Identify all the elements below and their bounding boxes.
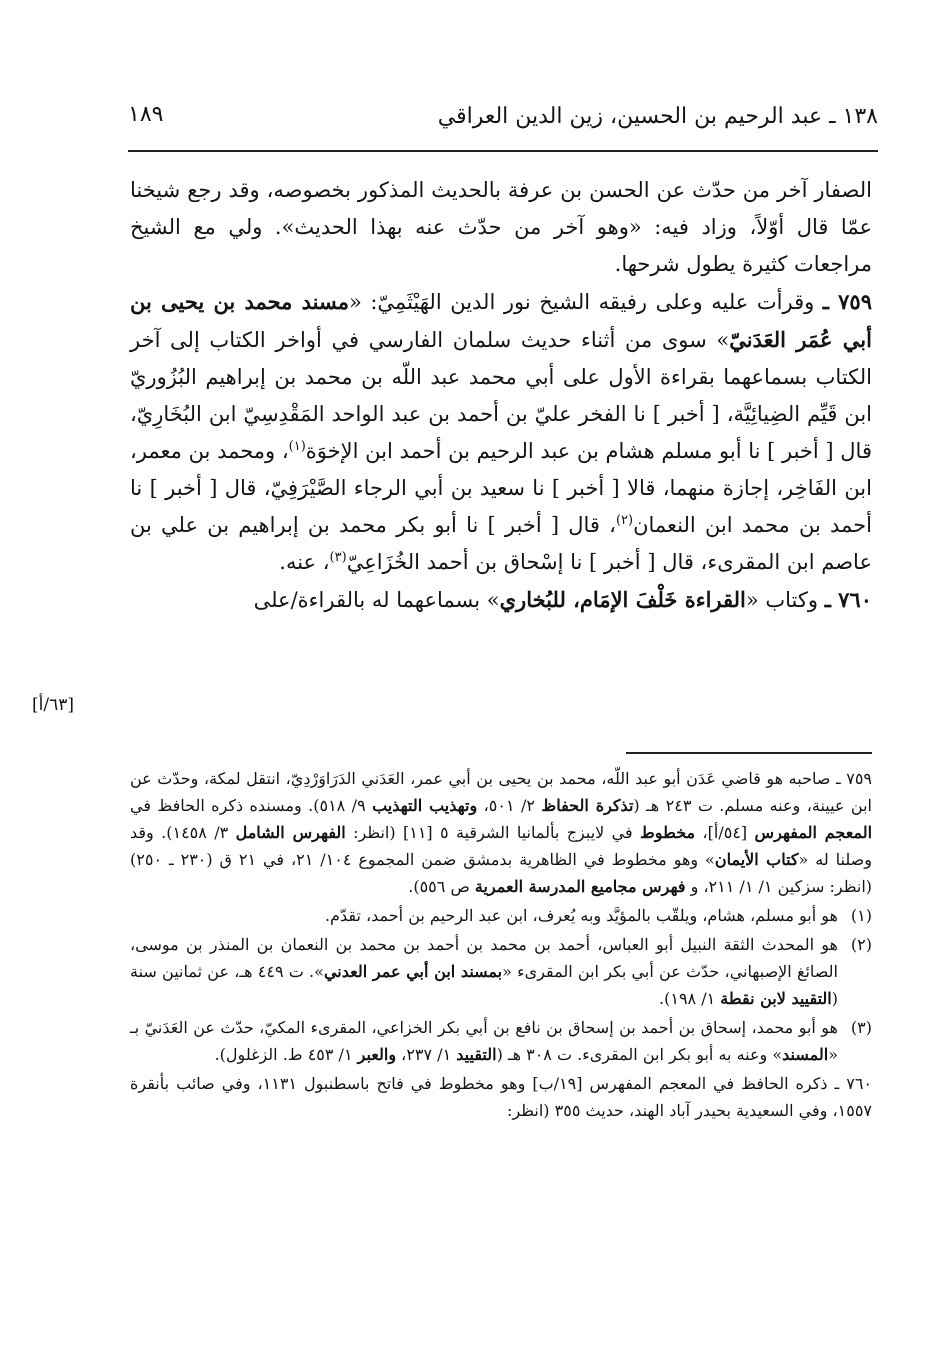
footnote-text: هو أبو محمد، إسحاق بن أحمد بن إسحاق بن نافع بن أبي بكر الخزاعي، المقرىء المكيّ، حدّث عن العَدَنيّ بـ «: [130, 1018, 838, 1064]
entry-text: ، عنه.: [279, 550, 330, 574]
entry-text: » سوى من أثناء حديث سلمان الفارسي في أواخر الكتاب إلى آخر الكتاب بسماعهما بقراءة الأول على أبي محمد عبد اللّه بن محمد بن إبراهيم البُزُوريّ ابن قَيِّم الضِيائِيَّة، [ أخبر ] نا الفخر عليّ بن أحمد بن عبد الواحد المَقْدِسِيّ ابن البُخَارِيّ، قال [ أخبر ] نا أبو مسلم هشام بن عبد الرحيم بن أحمد ابن الإخوَة: [130, 328, 872, 463]
footnote-text: ٣/ ١٤٥٨). وقد وصلنا له «: [130, 823, 872, 869]
footnote-1: [130, 902, 872, 929]
manuscript-folio-marker: [٦٣/أ]: [32, 695, 74, 715]
main-text: [130, 172, 872, 619]
entry-text: وكتاب «: [745, 588, 825, 612]
paragraph-intro: الصفار آخر من حدّث عن الحسن بن عرفة بالحديث المذكور بخصوصه، وقد رجع شيخنا عمّا قال أوّلاً، وزاد فيه: «وهو آخر من حدّث عنه بهذا الحديث». ولي مع الشيخ مراجعات كثيرة يطول شرحها.: [130, 178, 872, 276]
footnote-text: » وهو مخطوط في الظاهرية بدمشق ضمن المجموع ١٠٤/ ٢١، في ٢١ ق (٢٣٠ ـ ٢٥٠) (انظر: سزكين ١/ ١/ ٢١١، و: [130, 850, 872, 896]
footnote-text: ص ٥٥٦).: [408, 877, 475, 896]
footnote-text: ». ت ٤٤٩ هـ، عن ثمانين سنة (: [130, 962, 838, 1008]
footnote-2: [130, 931, 872, 1012]
reference-title: المسند: [782, 1045, 829, 1064]
reference-title: الفهرس الشامل: [235, 823, 346, 842]
entry-number: ٧٦٠ ـ: [824, 587, 872, 612]
footnote-text: ٢/ ٥٠١،: [477, 796, 542, 815]
entry-text: ، ومحمد بن معمر، ابن الفَاخِر، إجازة منهما، قالا [ أخبر ] نا سعيد بن أبي الرجاء الصَّيْرَفِيّ، قال [ أخبر ] نا أحمد بن محمد ابن النعمان: [130, 439, 872, 537]
footnote-ref-3: (٣): [329, 550, 347, 565]
entry-759: [130, 283, 872, 581]
reference-title: كتاب الأيمان: [714, 850, 799, 869]
footnote-text: هو المحدث الثقة النبيل أبو العباس، أحمد بن محمد بن أحمد بن محمد بن النعمان بن المنذر بن موسى، الصائغ الإصبهاني، حدّث عن أبي بكر ابن المقرىء «: [130, 935, 838, 981]
footnotes: [130, 765, 872, 1126]
footnote-text: ٧٥٩ ـ صاحبه هو قاضي عَدَن أبو عبد اللّه، محمد بن يحيى بن أبي عمر، العَدَني الدَرَاوَرْدِيّ، انتقل لمكة، وحدّث عن ابن عيينة، وعنه مسلم. ت ٢٤٣ هـ (: [130, 769, 872, 815]
footnote-text: في لايبزج بألمانيا الشرقية ٥ [١١] (انظر:: [345, 823, 640, 842]
reference-title: التقييد: [456, 1045, 497, 1064]
reference-title: المعجم المفهرس: [754, 823, 873, 842]
reference-title: تذكرة الحفاظ: [541, 796, 634, 815]
reference-title: بمسند ابن أبي عمر العدني: [323, 962, 503, 981]
footnote-ref-2: (٢): [615, 513, 634, 528]
footnote-number: (٢): [850, 935, 872, 954]
reference-title: فهرس مجاميع المدرسة العمرية: [474, 877, 686, 896]
reference-title: التقييد لابن نقطة: [720, 989, 832, 1008]
page-number: ١٨٩: [128, 102, 164, 127]
footnote-759: [130, 765, 872, 900]
footnote-text: ١/ ١٩٨).: [659, 989, 721, 1008]
footnote-text: [٥٤/أ]،: [695, 823, 755, 842]
footnote-text: ٩/ ٥١٨). ومسنده ذكره الحافظ في: [130, 796, 373, 815]
footnote-separator: [626, 752, 872, 754]
book-title: مسند محمد بن يحيى بن أبي عُمَر العَدَنيّ: [130, 289, 872, 352]
footnote-ref-1: (١): [288, 439, 306, 454]
footnote-text: ١/ ٢٣٧،: [396, 1045, 457, 1064]
entry-number: ٧٥٩ ـ: [822, 289, 872, 314]
reference-title: مخطوط: [640, 823, 696, 842]
header-rule: [128, 150, 878, 152]
footnote-text: هو أبو مسلم، هشام، ويلقّب بالمؤيَّد وبه يُعرف، ابن عبد الرحيم بن أحمد، تقدّم.: [324, 906, 838, 925]
book-title: القراءة خَلْفَ الإمَام، للبُخاري: [499, 587, 746, 612]
chapter-title: ١٣٨ ـ عبد الرحيم بن الحسين، زين الدين العراقي: [437, 104, 878, 129]
reference-title: والعبر: [357, 1045, 397, 1064]
footnote-number: (٣): [850, 1018, 872, 1037]
footnote-text: ١/ ٤٥٣ ط. الزغلول).: [214, 1045, 358, 1064]
entry-text: وقرأت عليه وعلى رفيقه الشيخ نور الدين الهَيْثَمِيّ: «: [348, 290, 823, 314]
running-header: [128, 100, 878, 150]
footnote-text: » وعنه به أبو بكر ابن المقرىء. ت ٣٠٨ هـ (: [496, 1045, 783, 1064]
entry-760: [130, 581, 872, 619]
footnote-3: [130, 1014, 872, 1068]
footnote-text: ٧٦٠ ـ ذكره الحافظ في المعجم المفهرس [١٩/ب] وهو مخطوط في فاتح باسطنبول ١١٣١، وفي صائب بأنقرة ١٥٥٧، وفي السعيدية بحيدر آباد الهند، حديث ٣٥٥ (انظر:: [130, 1074, 873, 1120]
reference-title: وتهذيب التهذيب: [372, 796, 478, 815]
entry-text: » بسماعهما له بالقراءة/على: [253, 588, 500, 612]
footnote-number: (١): [850, 906, 872, 925]
footnote-760: [130, 1070, 872, 1124]
entry-text: ، قال [ أخبر ] نا أبو بكر محمد بن إبراهيم بن علي بن عاصم ابن المقرىء، قال [ أخبر ] نا إسْحاق بن أحمد الخُزَاعِيّ: [130, 513, 872, 574]
